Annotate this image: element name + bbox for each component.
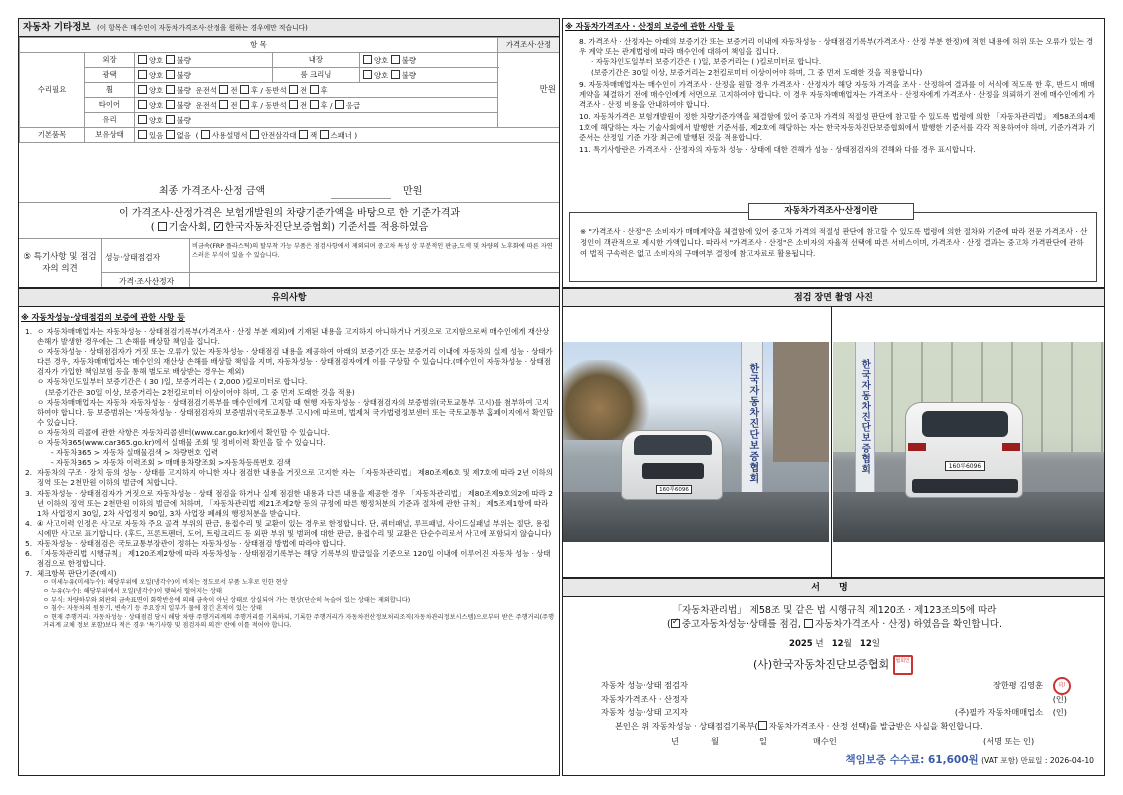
rear-label: 후 [320, 100, 328, 110]
interior-good-checkbox[interactable] [363, 55, 372, 64]
row-glass-label: 유리 [85, 113, 135, 128]
note-1b: ㅇ 자동차성능 · 상태점검자가 거짓 또는 오류가 있는 자동차성능 · 상태점검 내용을 제공하여 아래의 보증기간 또는 보증거리 이내에 자동차의 실제 성능 · 상태가 다른 경우, 자동차매매업자는 매수인의 재산상 손해를 배상할 책임을 지며, 자동차성능 · 상태점검자에게 이를 구상할 수 있습니다.(매수인이 자동차성능 · 상태점검자가 가입한 책임보험 등을 통해 별도로 배상받는 경우는 제외) [37, 347, 553, 377]
kada-checkbox[interactable] [214, 222, 223, 231]
repair-label: 수리필요 [20, 53, 85, 128]
none-label: 없음 [176, 130, 191, 140]
note-5: 자동차성능 · 상태점검은 국토교통부장관이 정하는 자동차성능 · 상태점검 방법에 따라야 합니다. [37, 538, 346, 548]
taillight-right [1002, 443, 1020, 451]
buyer-year: 년 [671, 736, 679, 746]
price-guarantee-section [562, 18, 1105, 288]
lift-rail [833, 492, 1105, 542]
receipt-line [615, 721, 983, 732]
good-label: 양호 [149, 100, 164, 110]
issue-year: 2025 [789, 639, 813, 649]
bad-label: 불량 [176, 70, 191, 80]
gloss-bad-checkbox[interactable] [166, 70, 175, 79]
guarantee-item-10: 10. 자동차가격은 보험개발원이 정한 차량기준가액을 체결함에 있어 중고차 가격의 적절성 판단에 참고할 수 있도록 법령에 의한 「자동차관리법」 제58조의4제1호에 해당하는 자는 기술사회에서 발행한 기준서를, 제2호에 해당하는 자는 한국자동차진단보증협회에서 발행한 기준서를 각각 적용하여야 하며, 기준가격과 기준서는 산정일 기준 가장 최근에 발행된 것을 적용합니다. [579, 112, 1096, 142]
price-guarantee-title: ※ 자동차가격조사 · 산정의 보증에 관한 사항 등 [565, 22, 735, 31]
row-interior-label: 내장 [272, 53, 359, 68]
guarantee-item-9: 9. 자동차매매업자는 매수인이 가격조사 · 산정을 원할 경우 가격조사 · 산정자가 해당 자동차 가격을 조사 · 산정하여 결과를 이 서식에 적도록 한 후, 반드시 매매계약을 체결하기 전에 매수인에게 서면으로 고지하여야 합니다. 이 경우 자동차매매업자는 가격조사 · 산정자에게 가격조사 · 산정을 의뢰하기 전에 매수인에게 가격조사 · 산정 비용을 안내하여야 합니다. [579, 79, 1095, 110]
guarantee-item-8a: · 자동차인도일부터 보증기간은 ( )일, 보증거리는 ( )킬로미터로 합니다. [591, 57, 822, 67]
banner-text: 한국자동차진단보증협회 [746, 363, 758, 484]
rear-label: 후 [250, 100, 259, 110]
note-1g: ㅇ 자동차365(www.car365.go.kr)에서 실매물 조회 및 정비이력 확인을 할 수 있습니다. [37, 438, 326, 448]
other-info-note: (이 항목은 매수인이 자동차가격조사·산정을 원하는 경우에만 적습니다) [96, 24, 308, 32]
signature-header: 서 명 [563, 579, 1104, 597]
notifier-mark: (인) [1052, 707, 1067, 717]
basic-status-label: 보유상태 [85, 128, 135, 143]
notes-title: ※ 자동차성능·상태점검의 보증에 관한 사항 등 [21, 313, 185, 322]
wheel-passenger-front-checkbox[interactable] [289, 85, 298, 94]
guarantee-item-11: 11. 특기사항란은 가격조사 · 산정자의 자동차 성능 · 상태에 대한 견해가 성능 · 상태점검자의 견해와 다를 경우 표시합니다. [579, 145, 976, 155]
rear-label: 후 [320, 85, 328, 95]
month-unit: 월 [843, 639, 852, 649]
exterior-good-checkbox[interactable] [138, 55, 147, 64]
note-7e: ㅇ 현재 주행거리: 자동차성능 · 상태점검 당시 해당 차량 주행거리계의 주행거리를 기록하되, 기록한 주행거리가 자동차전산정보처리조직(자동차관리정보시스템)으로부터 받은 주행거리(주행거리계 교체 정보 포함)보다 적은 경우 '특기사항 및 점검자의 의견' 란에 이를 적어야 합니다. [43, 613, 554, 630]
good-label: 양호 [149, 85, 164, 95]
front-label: 전 [300, 85, 308, 95]
buyer-label: 매수인 [813, 736, 837, 746]
driver-label: 운전석 [195, 100, 218, 110]
basis-text [19, 207, 560, 235]
jack-label: 잭 [310, 130, 318, 140]
bad-label: 불량 [176, 85, 191, 95]
note-7c: ㅇ 부식: 차량하부와 외판의 금속표면이 화학반응에 의해 금속이 아닌 상태로 상실되어 가는 현상(단순히 녹슬어 있는 상태는 제외합니다) [43, 596, 411, 604]
good-label: 양호 [149, 55, 164, 65]
law-text: 「자동차관리법」 제58조 및 같은 법 시행규칙 제120조 · 제123조의5에 따라 [672, 605, 997, 616]
tech-society-label: 기술사회, [168, 222, 211, 233]
col-item-header: 항 목 [20, 38, 498, 53]
taillight-left [908, 443, 926, 451]
receipt-text-a: 본인은 위 자동차성능 · 상태점검기록부( [615, 721, 758, 731]
buyer-sign-label: (서명 또는 인) [983, 736, 1035, 746]
tire-emergency-checkbox[interactable] [335, 100, 344, 109]
jack-checkbox[interactable] [299, 130, 308, 139]
good-label: 양호 [374, 70, 389, 80]
association-name: (사)한국자동차진단보증협회 [753, 658, 890, 671]
passenger-label: / 동반석 [260, 85, 287, 95]
inspector-name: 장한평 김영훈 [992, 680, 1043, 690]
cleaning-bad-checkbox[interactable] [391, 70, 400, 79]
wheel-bad-checkbox[interactable] [166, 85, 175, 94]
car-grille [642, 463, 704, 479]
tire-good-checkbox[interactable] [138, 100, 147, 109]
basic-items-label: 기본품목 [20, 128, 85, 143]
car-bumper [912, 479, 1018, 493]
wheel-driver-front-checkbox[interactable] [219, 85, 228, 94]
tire-passenger-rear-checkbox[interactable] [310, 100, 319, 109]
basis-line-1: 이 가격조사·산정가격은 보험개발원의 차량기준가액을 바탕으로 한 기준가격과 [118, 208, 461, 219]
inspector-seal: 印 [1053, 677, 1071, 695]
row-gloss-label: 광택 [85, 68, 135, 83]
expiry-date: 만료일 : 2026-04-10 [1020, 756, 1094, 765]
price-inspector-mark: (인) [1052, 693, 1067, 704]
final-price-label: 최종 가격조사·산정 금액 [159, 186, 266, 197]
bad-label: 불량 [176, 115, 191, 125]
confirm-paren: ( [667, 619, 671, 630]
signature-section [562, 578, 1105, 776]
association-seal: 협회인 [893, 655, 913, 675]
fee-amount: 책임보증 수수료: 61,600원 [845, 754, 979, 766]
tire-passenger-front-checkbox[interactable] [289, 100, 298, 109]
issue-date [563, 639, 1105, 650]
wheel-passenger-rear-checkbox[interactable] [310, 85, 319, 94]
price-value: 만원 [498, 53, 560, 128]
inspector-label: 자동차 성능·상태 점검자 [601, 680, 688, 690]
good-label: 양호 [374, 55, 389, 65]
note-1i: - 자동차365 > 자동차 이력조회 > 매매용차량조회 >자동차등록번호 검색 [51, 458, 291, 468]
manual-label: 사용설명서 [211, 130, 248, 140]
note-4: ④ 사고이력 인정은 사고로 자동차 주요 골격 부위의 판금, 용접수리 및 교환이 있는 경우로 한정합니다. 단, 쿼터패널, 루프패널, 사이드실패널 부위는 절단, 용접 시에만 사고로 표기합니다. (후드, 프론트펜더, 도어, 트렁크리드 등 외판 부위 및 범퍼에 대한 판금, 용접수리 및 교환은 단순수리로서 사고에 포함되지 않습니다) [37, 518, 552, 538]
plate-rear: 160루6096 [945, 461, 985, 471]
price-check-label: 자동차가격조사 · 산정) 하였음을 확인합니다. [814, 619, 1002, 630]
car-rear [905, 402, 1023, 498]
note-3: 자동차성능 · 상태점검자가 거짓으로 자동차성능 · 상태 점검을 하거나 실제 점검한 내용과 다른 내용을 제공한 경우 「자동차관리법」 제80조제9호의2에 따라 2년 이하의 징역 또는 2천만원 이하의 벌금에 처하며, 「자동차관리법 제21조제2항 등의 규정에 따른 행정처분의 기준과 절차에 관한 규칙」 제5조제1항에 따라 1차 사업정지 30일, 2차 사업정지 90일, 3차 사업장 폐쇄의 행정처분을 받습니다. [37, 488, 553, 518]
bad-label: 불량 [176, 100, 191, 110]
col-price-header: 가격조사·산정 [498, 38, 560, 53]
receipt-text-b: 자동차가격조사 · 산정 선택)를 발급받은 사실을 확인합니다. [768, 721, 983, 731]
note-1c: ㅇ 자동차인도일부터 보증기간은 ( 30 )일, 보증거리는 ( 2,000 )킬로미터로 합니다. [37, 377, 308, 387]
tire-driver-rear-checkbox[interactable] [240, 100, 249, 109]
row-cleaning-label: 룸 크리닝 [272, 68, 359, 83]
basic-none-checkbox[interactable] [166, 130, 175, 139]
note-7d: ㅇ 침수: 자동차의 원동기, 변속기 등 주요장치 일부가 물에 잠긴 흔적이 있는 상태 [43, 605, 262, 613]
day-unit: 일 [871, 639, 880, 649]
glass-bad-checkbox[interactable] [166, 115, 175, 124]
note-2: 자동차의 구조 · 장치 등의 성능 · 상태를 고지하지 아니한 자나 점검한 내용을 거짓으로 고지한 자는 「자동차관리법」 제80조제6호 및 제7호에 따라 2년 이하의 징역 또는 2천만원 이하의 벌금에 처합니다. [37, 468, 553, 488]
notes-section: 유의사항 ※ 자동차성능·상태점검의 보증에 관한 사항 등 1. ㅇ 자동차매매업자는 자동차성능 · 상태점검기록부(가격조사 · 산정 부분 제외)에 기재된 내용을 고지하지 아니하거나 거짓으로 고지함으로써 매수인에게 재산상 손해가 발생한 경우에는 그 손해를 배상할 책임을 집니다. ㅇ 자동차성능 · 상태점검자가 거짓 또는 오류가 있는 자동차성능 · 상태점검 내용을 제공하여 아래의 보증기간 또는 보증거리 이내에 자동차의 실제 성능 · 상태가 다른 경우, 자동차매매업자는 매수인의 재산상 손해를 배상할 책임을 지며, 자동차성능 · 상태점검자에게 이를 구상할 수 있습니다.(매수인이 자동차성능 · 상태점검자가 가입한 책임보험 등을 통해 별도로 배상받는 경우는 제외) ㅇ 자동차인도일부터 보증기간은 ( 30 )일, 보증거리는 ( 2,000 )킬로미터로 합니다. (보증기간은 30일 이상, 보증거리는 2천킬로미터 이상이어야 하며, 그 중 먼저 도래한 것을 적용) ㅇ 자동차매매업자는 자동차 자동차성능 · 상태점검기록부를 매수인에게 고지할 때 현행 자동차성능 · 상태점검자의 보증범위(국토교통부 고시)를 첨부하여 고지하여야 합니다. 등 보증범위는 '자동차성능 · 상태점검자의 보증범위'(국토교통부 고시)에 따르며, 법제처 국가법령정보센터 또는 국토교통부 홈페이지에서 확인할 수 있습니다. ㅇ 자동차의 리콜에 관한 사항은 자동차리콜센터(www.car.go.kr)에서 확인할 수 있습니다. ㅇ 자동차365(www.car365.go.kr)에서 실매물 조회 및 정비이력 확인을 할 수 있습니다. - 자동차365 > 자동차 실매물검색 > 차량번호 입력 - 자동차365 > 자동차 이력조회 > 매매용차량조회 >자동차등록번호 검색 2. 자동차의 구조 · 장치 등의 성능 · 상태를 고지하지 아니한 자나 점검한 내용을 거짓으로 고지한 자는 「자동차관리법」 제80조제6호 및 제7호에 따라 2년 이하의 징역 또는 2천만원 이하의 벌금에 처합니다. 3. 자동차성능 · 상태점검자가 거짓으로 자동차성능 · 상태 점검을 하거나 실제 점검한 내용과 다른 내용을 제공한 경우 「자동차관리법」 제80조제9호의2에 따라 2년 이하의 징역 또는 2천만원 이하의 벌금에 처하며, 「자동차관리법 제21조제2항 등의 규정에 따른 행정처분의 기준과 절차에 관한 규칙」 제5조제1항에 따라 1차 사업정지 30일, 2차 사업정지 90일, 3차 사업장 폐쇄의 행정처분을 받습니다. 4. ④ 사고이력 인정은 사고로 자동차 주요 골격 부위의 판금, 용접수리 및 교환이 있는 경우로 한정합니다. 단, 쿼터패널, 루프패널, 사이드실패널 부위는 절단, 용접 시에만 사고로 표기합니다. (후드, 프론트펜더, 도어, 트렁크리드 등 외판 부위 및 범퍼에 대한 판금, 용접수리 및 교환은 단순수리로서 사고에 포함되지 않습니다) 5. 자동차성능 · 상태점검은 국토교통부장관이 정하는 자동차성능 · 상태점검 방법에 따라야 합니다. 6. 「자동차관리법 시행규칙」 제120조제2항에 따라 자동차성능 · 상태점검기록부는 해당 기록부의 발급일을 기준으로 120일 이내에 이루어진 자동차 성능 · 상태점검으로 한정합니다. 7. 체크항목 판단기준(예시) ㅇ 미세누유(미세누수): 해당부위에 오일(냉각수)이 비치는 정도로서 부품 노후로 인한 현상 ㅇ 누유(누수): 해당부위에서 오일(냉각수)이 맺혀서 떨어지는 상태 ㅇ 부식: 차량하부와 외판의 금속표면이 화학반응에 의해 금속이 아닌 상태로 상실되어 가는 현상(단순히 녹슬어 있는 상태는 제외합니다) ㅇ 침수: 자동차의 원동기, 변속기 등 주요장치 일부가 물에 잠긴 흔적이 있는 상태 ㅇ 현재 주행거리: 자동차성능 · 상태점검 당시 해당 차량 주행거리계의 주행거리를 기록하되, 기록한 주행거리가 자동차전산정보처리조직(자동차관리정보시스템)으로부터 받은 주행거리(주행거리계 교체 정보 포함)보다 적은 경우 '특기사항 및 점검자의 의견' 란에 이를 적어야 합니다. [18, 288, 560, 776]
row-wheel-label: 휠 [85, 83, 135, 98]
rear-label: 후 [250, 85, 259, 95]
photos-header: 점검 장면 촬영 사진 [563, 289, 1104, 307]
buyer-day: 일 [759, 736, 767, 746]
final-price-input[interactable] [331, 184, 391, 199]
spanner-checkbox[interactable] [320, 130, 329, 139]
fee-vat: (VAT 포함) [981, 756, 1019, 765]
buyer-month: 월 [711, 736, 719, 746]
manual-checkbox[interactable] [201, 130, 210, 139]
plate-front: 160루6096 [656, 485, 692, 494]
interior-bad-checkbox[interactable] [391, 55, 400, 64]
basic-has-checkbox[interactable] [138, 130, 147, 139]
row-exterior-label: 외장 [85, 53, 135, 68]
note-7a: ㅇ 미세누유(미세누수): 해당부위에 오일(냉각수)이 비치는 정도로서 부품 노후로 인한 현상 [43, 579, 288, 587]
note-1h: - 자동차365 > 자동차 실매물검색 > 차량번호 입력 [51, 448, 218, 458]
other-info-table: 항 목 가격조사·산정 수리필요 외장 양호 불량 내장 양호 불량 만원 광택 양호 불량 룸 크리닝 양호 불량 휠 양호 불량 운전석 전 후 / 동반석 전 후 타이어 양호 불량 운전석 전 후 / 동반석 전 후 / 응급 유리 양호 불량 기본품목 보유상태 있음 없음 ( 사용설명서 안전삼각대 잭 스패너 ) [19, 37, 560, 143]
inspection-photo-rear [833, 342, 1105, 542]
glass-good-checkbox[interactable] [138, 115, 147, 124]
notes-header: 유의사항 [19, 289, 559, 307]
has-label: 있음 [149, 130, 164, 140]
front-label: 전 [230, 85, 238, 95]
note-6: 「자동차관리법 시행규칙」 제120조제2항에 따라 자동차성능 · 상태점검기록부는 해당 기록부의 발급일을 기준으로 120일 이내에 이루어진 자동차 성능 · 상태점검으로 한정합니다. [37, 549, 551, 569]
guarantee-item-8b: (보증기간은 30일 이상, 보증거리는 2천킬로미터 이상이어야 하며, 그 중 먼저 도래한 것을 적용합니다) [591, 67, 923, 77]
inspection-photo-front [563, 342, 829, 542]
price-inspector-label: 가격·조사산정자 [119, 277, 175, 286]
definition-title: 자동차가격조사·산정이란 [748, 203, 914, 220]
issue-day: 12 [859, 639, 872, 649]
bad-label: 불량 [401, 70, 416, 80]
basis-paren: ( [150, 222, 155, 233]
year-unit: 년 [815, 639, 824, 649]
other-info-title: 자동차 기타정보 [23, 22, 91, 33]
bad-label: 불량 [176, 55, 191, 65]
trees [563, 360, 653, 440]
other-info-section [18, 18, 560, 288]
note-1a: ㅇ 자동차매매업자는 자동차성능 · 상태점검기록부(가격조사 · 산정 부분 제외)에 기재된 내용을 고지하지 아니하거나 거짓으로 고지함으로써 매수인에게 재산상 손해가 발생한 경우에는 그 손해를 배상할 책임을 집니다. [37, 327, 550, 347]
definition-text: ※ "가격조사 · 산정"은 소비자가 매매계약을 체결함에 있어 중고차 가격의 적절성 판단에 참고할 수 있도록 법령에 의한 절차와 기준에 따라 전문 가격조사 · 산정인이 객관적으로 제시한 가액입니다. 따라서 "가격조사 · 산정"은 소비자의 자율적 선택에 따른 서비스이며, 가격조사 · 산정 결과는 중고차 가격판단에 관하여 법적 구속력은 없고 소비자의 구매여부 결정에 참고자료로 활용됩니다. [580, 227, 1088, 258]
notifier-name: (주)필카 자동차매매업소 [954, 707, 1043, 717]
note-1e: ㅇ 자동차매매업자는 자동차 자동차성능 · 상태점검기록부를 매수인에게 고지할 때 현행 자동차성능 · 상태점검자의 보증범위(국토교통부 고시)를 첨부하여 고지하여야 합니다. 등 보증범위는 '자동차성능 · 상태점검자의 보증범위'(국토교통부 고시)에 따르며, 법제처 국가법령정보센터 또는 국토교통부 홈페이지에서 확인할 수 있습니다. [37, 397, 554, 427]
car-rear-window [922, 411, 1008, 437]
driver-label: 운전석 [195, 85, 218, 95]
building-wall [773, 342, 829, 462]
price-inspector-sign-label: 자동차가격조사 · 산정자 [601, 693, 688, 704]
open-paren: ( [195, 130, 199, 140]
triangle-checkbox[interactable] [250, 130, 259, 139]
receipt-price-checkbox[interactable] [758, 721, 767, 730]
exterior-bad-checkbox[interactable] [166, 55, 175, 64]
wheel-good-checkbox[interactable] [138, 85, 147, 94]
note-1f: ㅇ 자동차의 리콜에 관한 사항은 자동차리콜센터(www.car.go.kr)에서 확인할 수 있습니다. [37, 427, 330, 437]
good-label: 양호 [149, 115, 164, 125]
spanner-label: 스패너 ) [330, 130, 358, 140]
passenger-label: / 동반석 [260, 100, 287, 110]
tire-bad-checkbox[interactable] [166, 100, 175, 109]
special-notes-label: ⑤ 특기사항 및 점검자의 의견 [23, 252, 97, 274]
kada-label: 한국자동차진단보증협회) 기준서를 적용하였음 [224, 222, 429, 233]
final-price-unit: 만원 [403, 186, 423, 197]
perf-check-checkbox[interactable] [671, 619, 680, 628]
confirm-line [563, 619, 1105, 631]
guarantee-item-8: 8. 가격조사 · 산정자는 아래의 보증기간 또는 보증거리 이내에 자동차성능 · 상태점검기록부(가격조사 · 산정 부분 한정)에 적힌 내용에 허위 또는 오류가 있는 경우 계약 또는 관계법령에 따라 매수인에 대하여 책임을 집니다. [579, 37, 1094, 57]
note-7b: ㅇ 누유(누수): 해당부위에서 오일(냉각수)이 맺혀서 떨어지는 상태 [43, 587, 222, 595]
good-label: 양호 [149, 70, 164, 80]
tire-driver-front-checkbox[interactable] [219, 100, 228, 109]
perf-check-label: 중고자동차성능·상태를 점검, [681, 619, 801, 630]
emergency-label: 응급 [345, 100, 361, 110]
triangle-label: 안전삼각대 [260, 130, 297, 140]
front-label: 전 [300, 100, 308, 110]
gloss-good-checkbox[interactable] [138, 70, 147, 79]
issue-month: 12 [831, 639, 844, 649]
bad-label: 불량 [401, 55, 416, 65]
note-1d: (보증기간은 30일 이상, 보증거리는 2천킬로미터 이상이어야 하며, 그 중 먼저 도래한 것을 적용) [45, 387, 355, 397]
photos-section [562, 288, 1105, 578]
price-check-checkbox[interactable] [804, 619, 813, 628]
banner-text: 한국자동차진단보증협회 [859, 359, 871, 475]
perf-inspector-text: 비금속(FRP 플라스틱)의 탈부착 가능 부품은 점검사항에서 제외되며 중고차 특성 상 부분적인 판금,도색 및 차량의 노후화에 따른 자연스러운 부식이 있을 수 있습니다. [192, 243, 553, 259]
wheel-driver-rear-checkbox[interactable] [240, 85, 249, 94]
note-7: 체크항목 판단기준(예시) [37, 569, 117, 579]
front-label: 전 [230, 100, 238, 110]
row-tire-label: 타이어 [85, 98, 135, 113]
tech-society-checkbox[interactable] [158, 222, 167, 231]
fee-line [845, 754, 1094, 767]
definition-box [569, 212, 1097, 282]
perf-inspector-label: 성능·상태점검자 [105, 253, 161, 262]
car-front [621, 430, 723, 500]
notifier-label: 자동차 성능·상태 고지자 [601, 707, 688, 717]
cleaning-good-checkbox[interactable] [363, 70, 372, 79]
car-windshield [634, 435, 712, 455]
